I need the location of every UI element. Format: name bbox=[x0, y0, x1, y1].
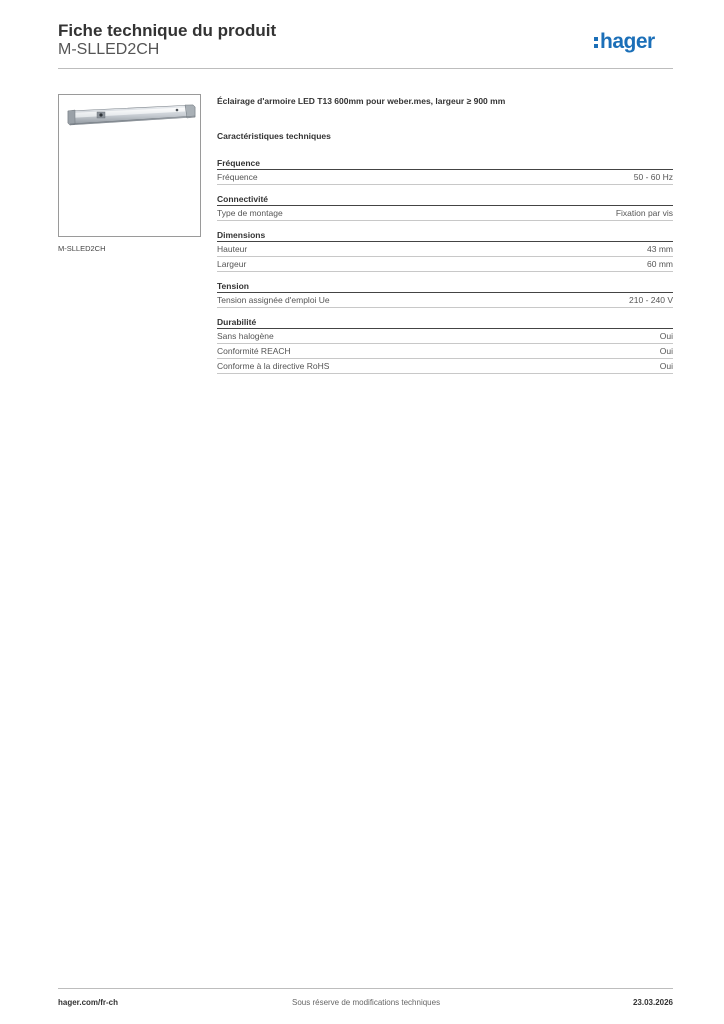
spec-value: Oui bbox=[659, 331, 673, 341]
spec-value: Oui bbox=[659, 346, 673, 356]
spec-row bbox=[217, 242, 673, 257]
spec-label: Conforme à la directive RoHS bbox=[217, 361, 330, 371]
spec-row bbox=[217, 359, 673, 374]
footer-website-link[interactable]: hager.com/fr-ch bbox=[58, 998, 119, 1007]
spec-value: 210 - 240 V bbox=[629, 295, 673, 305]
spec-group-tension bbox=[217, 280, 673, 308]
spec-label: Type de montage bbox=[217, 208, 283, 218]
spec-value: 43 mm bbox=[647, 244, 673, 254]
spec-label: Tension assignée d'emploi Ue bbox=[217, 295, 330, 305]
spec-group-durabilite bbox=[217, 316, 673, 374]
page-title: Fiche technique du produit bbox=[58, 21, 277, 40]
spec-row bbox=[217, 206, 673, 221]
spec-group-title: Tension bbox=[217, 280, 673, 293]
footer-date: 23.03.2026 bbox=[632, 998, 673, 1007]
product-image-frame bbox=[58, 94, 201, 237]
specs-heading: Caractéristiques techniques bbox=[217, 131, 331, 141]
spec-value: 50 - 60 Hz bbox=[633, 172, 673, 182]
product-image-caption: M-SLLED2CH bbox=[58, 244, 106, 253]
logo-text: hager bbox=[600, 30, 655, 53]
spec-group-frequence bbox=[217, 157, 673, 185]
hager-logo bbox=[593, 26, 675, 58]
spec-label: Conformité REACH bbox=[217, 346, 291, 356]
spec-row bbox=[217, 170, 673, 185]
spec-value: Fixation par vis bbox=[615, 208, 673, 218]
spec-row bbox=[217, 257, 673, 272]
spec-row bbox=[217, 293, 673, 308]
spec-label: Fréquence bbox=[217, 172, 258, 182]
spec-group-title: Durabilité bbox=[217, 316, 673, 329]
footer-divider bbox=[58, 988, 673, 989]
product-code: M-SLLED2CH bbox=[58, 41, 160, 58]
spec-label: Largeur bbox=[217, 259, 247, 269]
spec-group-connectivite bbox=[217, 193, 673, 221]
spec-group-title: Dimensions bbox=[217, 229, 673, 242]
led-light-bar-image bbox=[59, 95, 200, 236]
header-divider bbox=[58, 68, 673, 69]
spec-label: Hauteur bbox=[217, 244, 248, 254]
product-description: Éclairage d'armoire LED T13 600mm pour weber.mes, largeur ≥ 900 mm bbox=[217, 96, 506, 106]
specs-table bbox=[217, 157, 673, 382]
spec-label: Sans halogène bbox=[217, 331, 274, 341]
spec-group-dimensions bbox=[217, 229, 673, 272]
spec-value: 60 mm bbox=[647, 259, 673, 269]
spec-row bbox=[217, 329, 673, 344]
footer-disclaimer: Sous réserve de modifications techniques bbox=[292, 998, 441, 1007]
spec-value: Oui bbox=[659, 361, 673, 371]
spec-group-title: Fréquence bbox=[217, 157, 673, 170]
spec-row bbox=[217, 344, 673, 359]
spec-group-title: Connectivité bbox=[217, 193, 673, 206]
